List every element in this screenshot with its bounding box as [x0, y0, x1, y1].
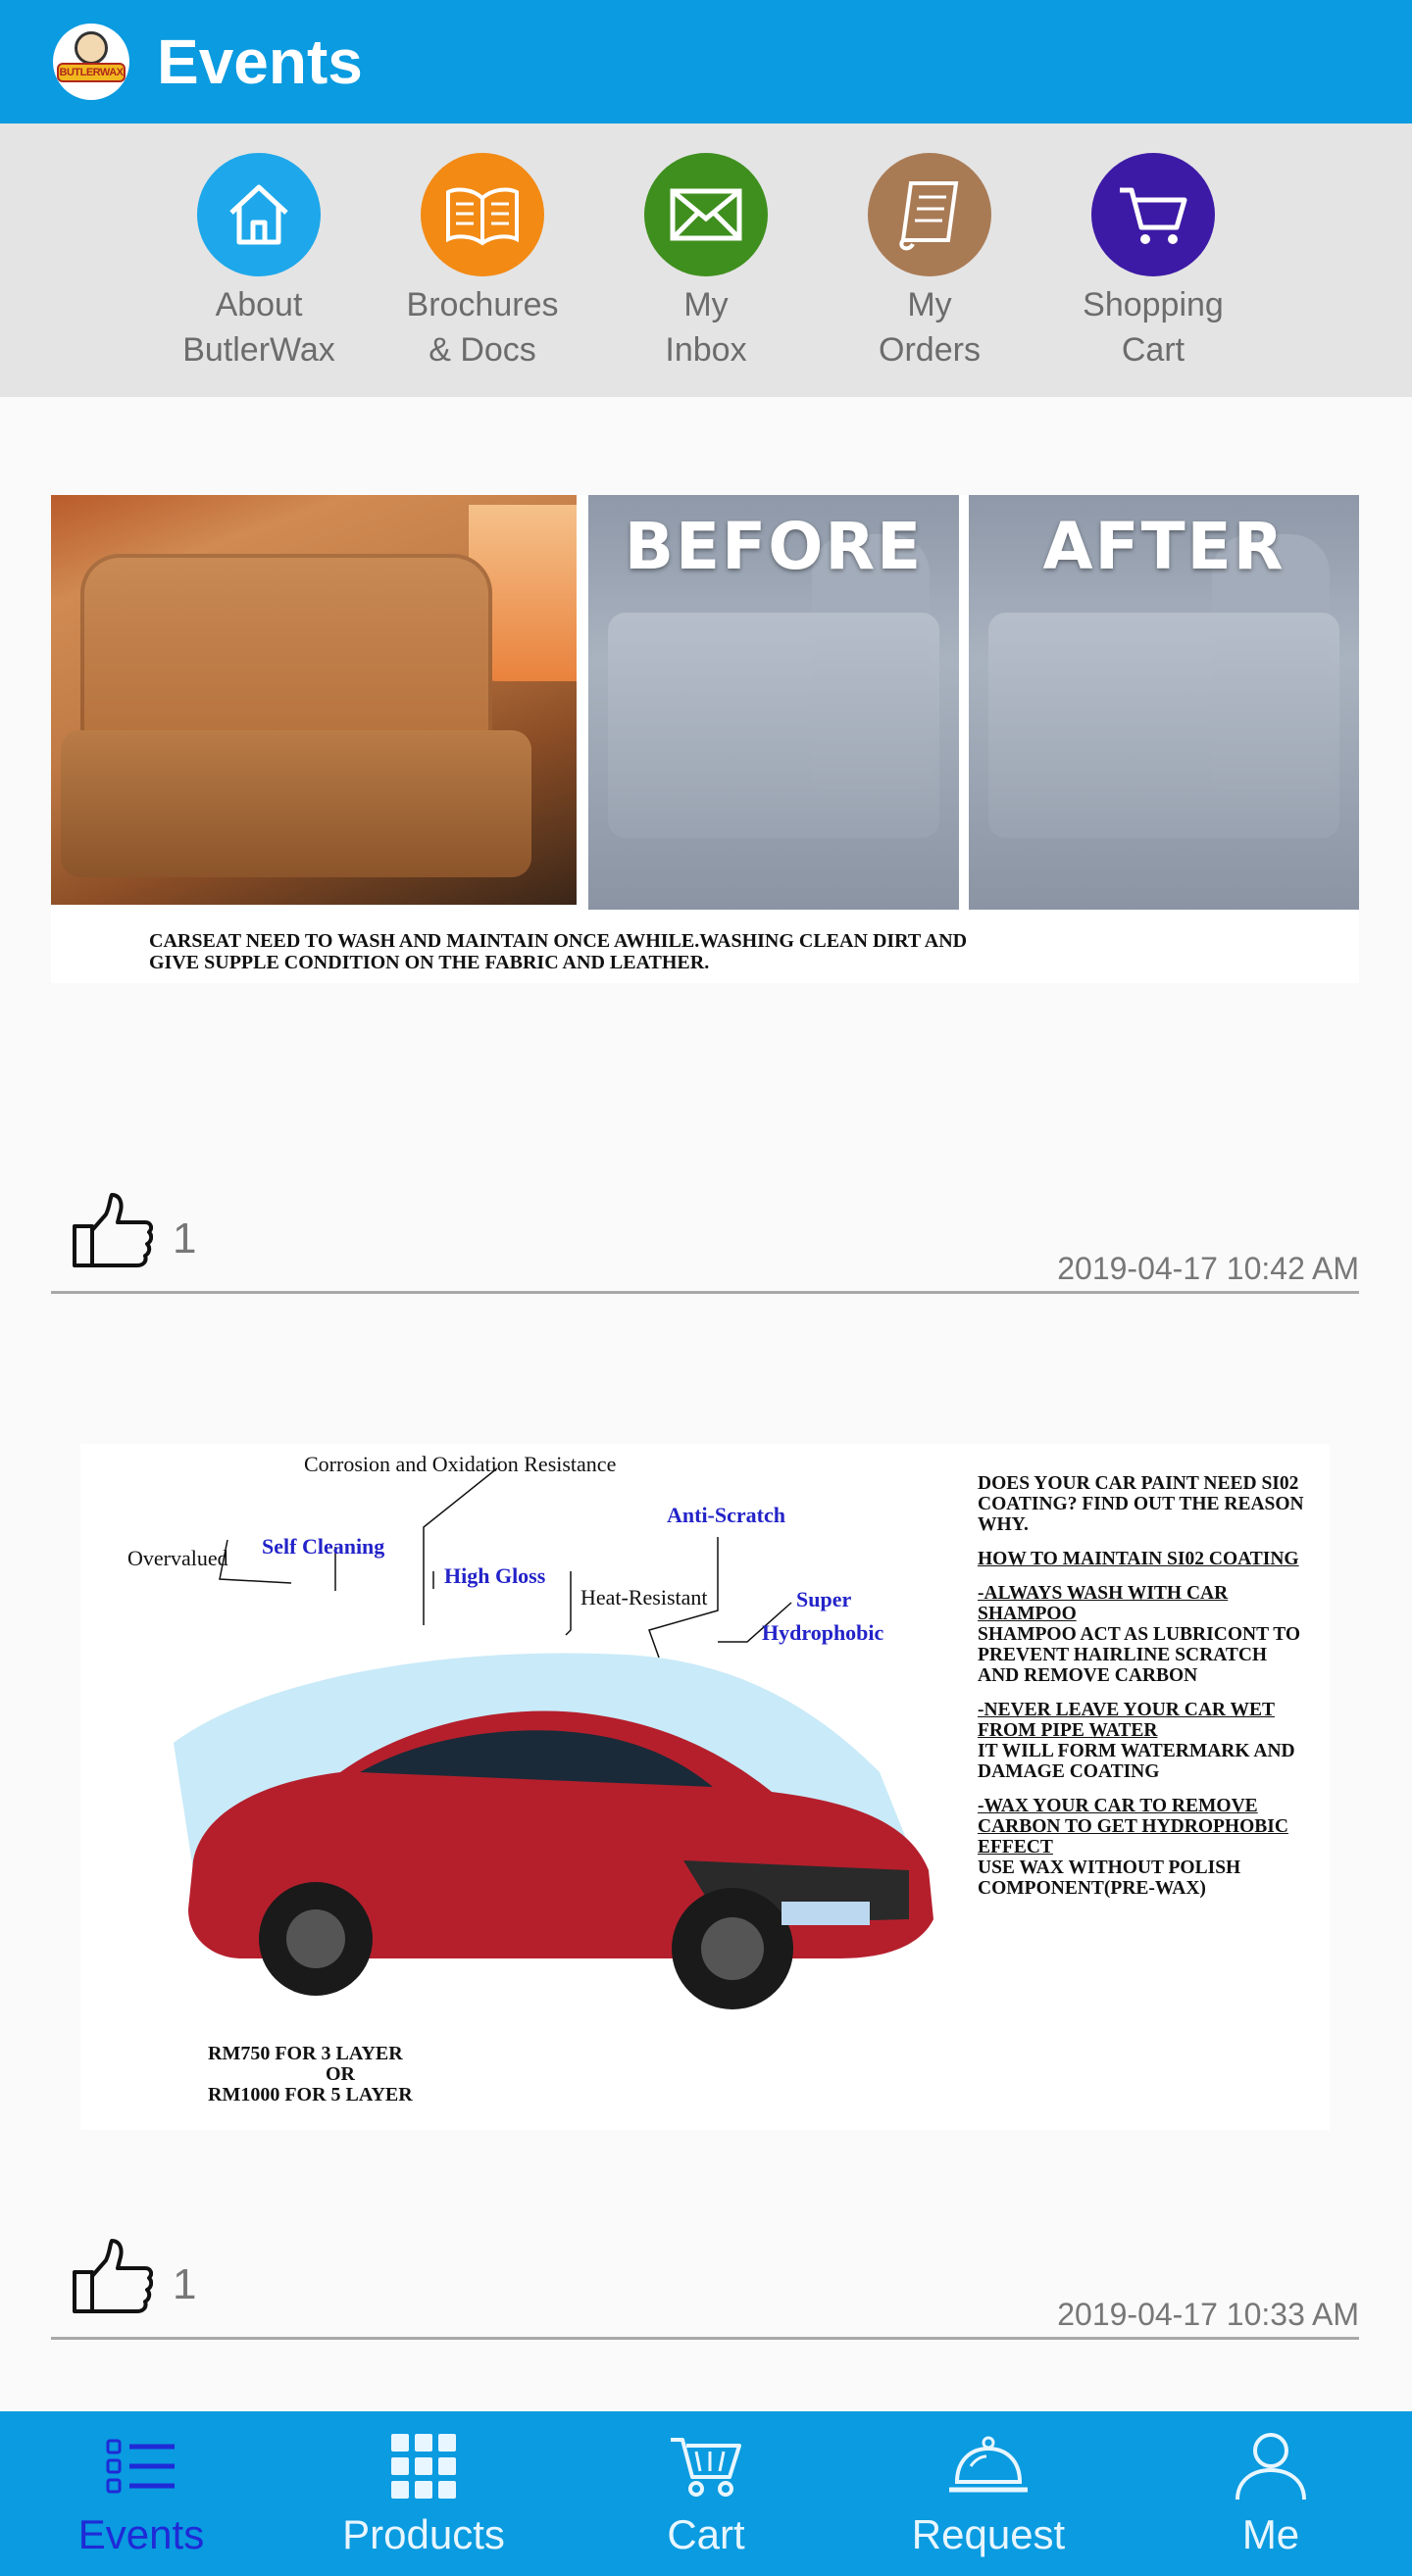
quick-link-label: My	[683, 286, 729, 323]
tab-cart[interactable]	[565, 2411, 847, 2576]
super-label: Super	[796, 1587, 852, 1611]
tab-me[interactable]	[1130, 2411, 1412, 2576]
thumbs-up-icon	[71, 1191, 153, 1269]
event-post	[51, 495, 1359, 1294]
list-icon	[106, 2429, 176, 2503]
tab-events[interactable]	[0, 2411, 282, 2576]
after-photo	[969, 495, 1359, 910]
thumbs-up-icon	[71, 2237, 153, 2315]
tab-label: Events	[77, 2511, 205, 2557]
tab-label: Me	[1241, 2511, 1300, 2557]
anti-scratch-label: Anti-Scratch	[667, 1503, 785, 1527]
quick-link-brochures[interactable]	[371, 124, 594, 397]
grid-icon	[389, 2429, 458, 2503]
post-footer	[51, 2130, 1359, 2340]
before-photo	[588, 495, 959, 910]
post-footer	[51, 983, 1359, 1294]
quick-link-inbox[interactable]	[594, 124, 818, 397]
corrosion-label: Corrosion and Oxidation Resistance	[304, 1452, 617, 1476]
event-image-coating[interactable]	[80, 1444, 1330, 2130]
post-timestamp: 2019-04-17 10:42 AM	[1057, 1251, 1359, 1286]
quick-link-label: & Docs	[429, 331, 536, 369]
receipt-icon	[868, 153, 991, 276]
service-bell-icon	[947, 2429, 1030, 2503]
event-post	[51, 1444, 1359, 2340]
quick-link-label: My	[907, 286, 952, 323]
tab-label: Request	[911, 2511, 1066, 2557]
tab-label: Cart	[667, 2511, 745, 2557]
user-icon	[1234, 2429, 1308, 2503]
hydrophobic-label: Hydrophobic	[762, 1620, 884, 1645]
quick-link-label: ButlerWax	[182, 331, 335, 369]
cart-icon	[667, 2429, 745, 2503]
like-count: 1	[173, 1214, 197, 1263]
quick-link-label: Inbox	[665, 331, 747, 369]
tab-products[interactable]	[282, 2411, 565, 2576]
quick-link-about[interactable]	[147, 124, 371, 397]
like-count: 1	[173, 2260, 197, 2308]
page-title: Events	[157, 26, 363, 97]
after-label: AFTER	[1042, 509, 1286, 584]
cart-icon	[1091, 153, 1215, 276]
quick-link-label: Orders	[879, 331, 981, 369]
butlerwax-logo: BUTLERWAX	[53, 24, 129, 100]
bottom-tab-bar	[0, 2411, 1412, 2576]
tab-label: Products	[342, 2511, 505, 2557]
heat-resistant-label: Heat-Resistant	[580, 1585, 708, 1610]
book-icon	[421, 153, 544, 276]
home-icon	[197, 153, 321, 276]
quick-link-label: Brochures	[406, 286, 559, 323]
tab-request[interactable]	[847, 2411, 1130, 2576]
quick-link-label: Shopping	[1083, 286, 1224, 323]
image-caption: CARSEAT NEED TO WASH AND MAINTAIN ONCE AWHILE.WASHING CLEAN DIRT AND GIVE SUPPLE CONDITION ON THE FABRIC AND LEATHER.	[149, 930, 968, 973]
event-image-carseat[interactable]	[51, 495, 1359, 983]
post-timestamp: 2019-04-17 10:33 AM	[1057, 2297, 1359, 2332]
before-label: BEFORE	[624, 509, 924, 584]
high-gloss-label: High Gloss	[444, 1563, 546, 1588]
app-bar	[0, 0, 1412, 124]
quick-link-label: About	[215, 286, 303, 323]
quick-link-cart[interactable]	[1041, 124, 1265, 397]
quick-link-orders[interactable]	[818, 124, 1041, 397]
price-text: RM750 FOR 3 LAYER OR RM1000 FOR 5 LAYER	[208, 2043, 413, 2105]
leather-seat-photo	[51, 495, 577, 905]
self-cleaning-label: Self Cleaning	[262, 1534, 385, 1559]
like-button[interactable]	[71, 1191, 196, 1269]
quick-link-label: Cart	[1121, 331, 1185, 369]
overvalued-label: Overvalued	[127, 1546, 228, 1570]
quick-links-bar	[0, 124, 1412, 397]
coating-info-text: DOES YOUR CAR PAINT NEED SI02 COATING? FIND OUT THE REASON WHY. HOW TO MAINTAIN SI02 COATING -ALWAYS WASH WITH CAR SHAMPOO SHAMPOO ACT AS LUBRICONT TO PREVENT HAIRLINE SCRATCH AND REMOVE CARBON -NEVER LEAVE YOUR CAR WET FROM PIPE WATER IT WILL FORM WATERMARK AND DAMAGE COATING -WAX YOUR CAR TO REMOVE CARBON TO GET HYDROPHOBIC EFFECT USE WAX WITHOUT POLISH COMPONENT(PRE-WAX)	[978, 1473, 1304, 1899]
like-button[interactable]	[71, 2237, 196, 2315]
mail-icon	[644, 153, 768, 276]
